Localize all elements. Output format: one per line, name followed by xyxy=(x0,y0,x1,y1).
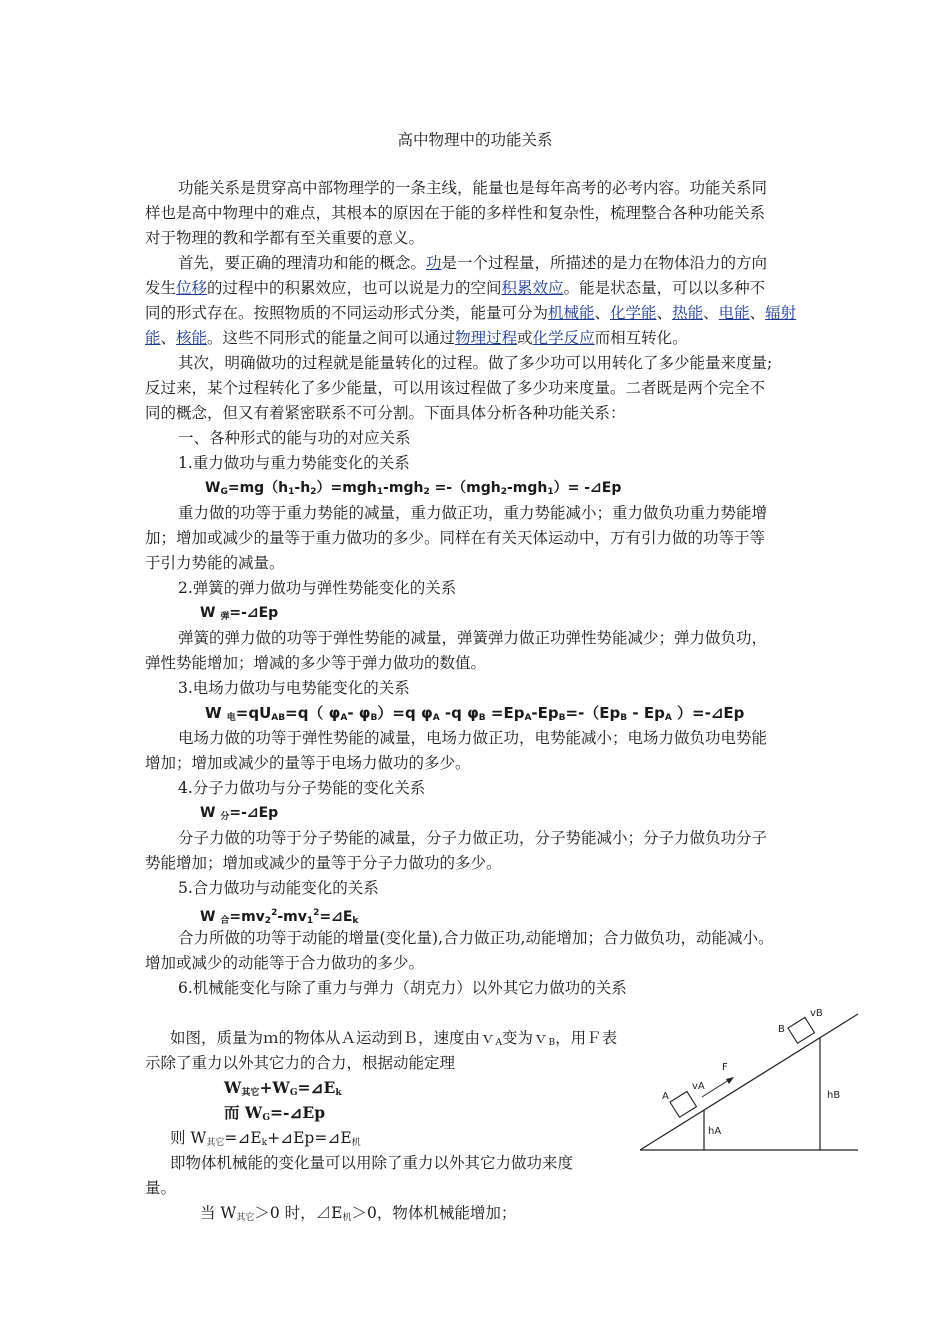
f: 2 xyxy=(313,908,320,918)
f: A xyxy=(664,713,672,723)
f: =-⊿Ep xyxy=(229,805,279,821)
p3-line-1: 其次，明确做功的过程就是能量转化的过程。做了多少功可以用转化了多少能量来度量; xyxy=(178,354,773,372)
s5-heading: 5.合力做功与动能变化的关系 xyxy=(178,879,379,897)
separator: 、 xyxy=(594,304,611,322)
block-a xyxy=(670,1091,696,1117)
separator: 、 xyxy=(160,329,177,347)
label-f: F xyxy=(722,1062,728,1073)
f: =mg（h xyxy=(227,480,289,496)
incline-diagram xyxy=(636,1000,862,1155)
t: 其它 xyxy=(206,1138,225,1148)
f: =⊿E xyxy=(319,909,353,925)
f: A xyxy=(524,713,532,723)
link-dianneng[interactable]: 电能 xyxy=(718,304,750,322)
link-jixieneng[interactable]: 机械能 xyxy=(548,304,595,322)
s4-line-1: 分子力做的功等于分子势能的减量，分子力做正功，分子势能减小；分子力做负功分子 xyxy=(178,829,768,847)
block-b xyxy=(788,1017,814,1043)
p2-line-1 xyxy=(178,253,767,273)
label-ha: hA xyxy=(708,1126,722,1137)
f: 1 xyxy=(288,487,295,497)
f: W xyxy=(200,805,221,821)
f: W xyxy=(200,909,221,925)
f: =qU xyxy=(235,704,272,722)
p2-text: 发生 xyxy=(145,279,177,297)
link-jilei[interactable]: 积累效应 xyxy=(501,279,564,297)
t: =-⊿Ep xyxy=(270,1103,326,1122)
s4-formula xyxy=(200,803,278,827)
link-huaxuefanying[interactable]: 化学反应 xyxy=(532,329,595,347)
s3-line-2: 增加；增加或减少的量等于电场力做功的多少。 xyxy=(145,754,471,772)
f: ）= -⊿Ep xyxy=(553,480,622,496)
t: +W xyxy=(259,1078,290,1097)
f: W xyxy=(205,480,221,496)
s1-line-1: 重力做的功等于重力势能的减量，重力做正功，重力势能减小；重力做负功重力势能增 xyxy=(178,504,768,522)
link-fushe-cont[interactable]: 能 xyxy=(145,329,161,347)
p2-line-3 xyxy=(145,303,796,323)
f: G xyxy=(220,487,228,497)
f: 1 xyxy=(306,916,314,926)
s2-heading: 2.弹簧的弹力做功与弹性势能变化的关系 xyxy=(178,579,457,597)
f: B xyxy=(478,713,486,723)
t: 如图，质量为ｍ的物体从Ａ运动到Ｂ，速度由ｖ xyxy=(170,1029,496,1047)
s2-line-1: 弹簧的弹力做的功等于弹性势能的减量，弹簧弹力做正功弹性势能减少；弹力做负功， xyxy=(178,629,768,647)
t: 当 W xyxy=(200,1204,237,1222)
f: - φ xyxy=(347,704,371,722)
p2-text: 的过程中的积累效应，也可以说是力的空间 xyxy=(207,279,502,297)
f: B xyxy=(558,713,566,723)
f: 2 xyxy=(423,487,430,497)
link-reneng[interactable]: 热能 xyxy=(672,304,704,322)
section-heading-1: 一、各种形式的能与功的对应关系 xyxy=(178,429,411,447)
s4-heading: 4.分子力做功与分子势能的变化关系 xyxy=(178,779,426,797)
s6-line-1 xyxy=(170,1028,617,1053)
f: 弹 xyxy=(220,612,230,622)
f: 2 xyxy=(264,916,272,926)
f: k xyxy=(352,916,359,926)
f: =-（Ep xyxy=(565,704,621,722)
s6-line-2: 示除了重力以外其它力的合力，根据动能定理 xyxy=(145,1054,456,1072)
p2-text: 或 xyxy=(517,329,533,347)
label-vb: vB xyxy=(810,1008,823,1019)
s6-line-4: 量。 xyxy=(145,1179,177,1197)
s6-line-5 xyxy=(200,1203,516,1228)
f: ）=q φ xyxy=(377,704,433,722)
p2-text: 是一个过程量，所描述的是力在物体沿力的方向 xyxy=(441,254,768,272)
s5-line-2: 增加或减少的动能等于合力做功的多少。 xyxy=(145,954,425,972)
f: =q（ φ xyxy=(285,704,341,722)
t: +⊿Ep=⊿E xyxy=(267,1129,352,1147)
separator: 、 xyxy=(703,304,719,322)
t: G xyxy=(262,1113,270,1123)
t: B xyxy=(548,1038,556,1048)
p2-text: 而相互转化。 xyxy=(594,329,688,347)
s5-formula xyxy=(200,903,358,931)
f: 电 xyxy=(226,713,236,723)
t: 机 xyxy=(351,1138,361,1148)
t: 而 W xyxy=(224,1103,263,1122)
p2-text: 。这些不同形式的能量之间可以通过 xyxy=(207,329,456,347)
f: -mgh xyxy=(383,480,424,496)
t: 则 W xyxy=(170,1129,207,1147)
t: ，用Ｆ表 xyxy=(555,1029,618,1047)
link-gong[interactable]: 功 xyxy=(426,254,442,272)
s3-heading: 3.电场力做功与电势能变化的关系 xyxy=(178,679,410,697)
link-weiyi[interactable]: 位移 xyxy=(176,279,208,297)
f: W xyxy=(205,704,227,722)
f: =-（mgh xyxy=(429,480,501,496)
label-hb: hB xyxy=(827,1090,841,1101)
t: W xyxy=(224,1078,242,1097)
s6-eq-3 xyxy=(170,1128,361,1153)
p2-line-4 xyxy=(145,328,688,348)
s6-eq-2 xyxy=(224,1103,325,1128)
s3-formula xyxy=(205,703,744,728)
intro-line-2: 样也是高中物理中的难点，其根本的原因在于能的多样性和复杂性，梳理整合各种功能关系 xyxy=(145,204,766,222)
f: -mv xyxy=(277,909,307,925)
f: -mgh xyxy=(506,480,548,496)
t: ＞0，物体机械能增加； xyxy=(351,1204,517,1222)
p3-line-3: 同的概念，但又有着紧密联系不可分割。下面具体分析各种功能关系： xyxy=(145,404,626,422)
s6-line-3: 即物体机械能的变化量可以用除了重力以外其它力做功来度 xyxy=(170,1154,574,1172)
t: 其它 xyxy=(236,1213,255,1223)
f: -q φ xyxy=(439,704,479,722)
f: ）=-⊿Ep xyxy=(671,704,745,722)
f: 2 xyxy=(310,487,317,497)
f: AB xyxy=(271,713,286,723)
s6-heading: 6.机械能变化与除了重力与弹力（胡克力）以外其它力做功的关系 xyxy=(178,979,627,997)
s5-line-1: 合力所做的功等于动能的增量(变化量),合力做正功,动能增加；合力做负功，动能减小。 xyxy=(178,929,774,947)
f: -Ep xyxy=(531,704,559,722)
f: A xyxy=(432,713,440,723)
separator: 、 xyxy=(656,304,673,322)
s1-heading: 1.重力做功与重力势能变化的关系 xyxy=(178,454,410,472)
f: 2 xyxy=(500,487,507,497)
f: ）=mgh xyxy=(316,480,377,496)
t: k xyxy=(335,1088,342,1098)
t: A xyxy=(495,1038,503,1048)
s1-line-3: 于引力势能的减量。 xyxy=(145,554,285,572)
f: W xyxy=(200,605,221,621)
s2-line-2: 弹性势能增加；增减的多少等于弹力做功的数值。 xyxy=(145,654,487,672)
f: B xyxy=(370,713,378,723)
p3-line-2: 反过来，某个过程转化了多少能量，可以用该过程做了多少功来度量。二者既是两个完全不 xyxy=(145,379,766,397)
s3-line-1: 电场力做的功等于弹性势能的减量，电场力做正功，电势能减小；电场力做负功电势能 xyxy=(178,729,768,747)
s2-formula xyxy=(200,603,278,627)
f: -h xyxy=(294,480,311,496)
s1-formula xyxy=(205,478,621,502)
p2-line-2 xyxy=(145,278,765,298)
link-wuliguocheng[interactable]: 物理过程 xyxy=(455,329,518,347)
f: =-⊿Ep xyxy=(229,605,279,621)
separator: 、 xyxy=(749,304,766,322)
f: 1 xyxy=(376,487,384,497)
label-a: A xyxy=(662,1091,669,1102)
t: k xyxy=(261,1138,268,1148)
f: =mv xyxy=(229,909,265,925)
f: B xyxy=(620,713,628,723)
link-huaxueneng[interactable]: 化学能 xyxy=(610,304,657,322)
force-arrowhead xyxy=(726,1077,734,1084)
f: 合 xyxy=(220,916,230,926)
label-b: B xyxy=(778,1024,785,1035)
link-heneng[interactable]: 核能 xyxy=(176,329,208,347)
page-title: 高中物理中的功能关系 xyxy=(397,131,553,149)
f: 2 xyxy=(271,908,278,918)
t: =⊿E xyxy=(224,1129,262,1147)
p2-text: 同的形式存在。按照物质的不同运动形式分类，能量可分为 xyxy=(145,304,549,322)
t: ＞0 时，⊿E xyxy=(254,1204,343,1222)
f: 1 xyxy=(547,487,554,497)
intro-line-3: 对于物理的教和学都有至关重要的意义。 xyxy=(145,229,425,247)
f: =Ep xyxy=(485,704,525,722)
t: 变为ｖ xyxy=(502,1029,549,1047)
s4-line-2: 势能增加；增加或减少的量等于分子力做功的多少。 xyxy=(145,854,502,872)
p2-text: 。能是状态量，可以以多种不 xyxy=(563,279,766,297)
link-fushe[interactable]: 辐射 xyxy=(765,304,797,322)
label-va: vA xyxy=(692,1081,705,1092)
s1-line-2: 加；增加或减少的量等于重力做功的多少。同样在有关天体运动中，万有引力做的功等于等 xyxy=(145,529,766,547)
intro-line-1: 功能关系是贯穿高中部物理学的一条主线，能量也是每年高考的必考内容。功能关系同 xyxy=(178,179,768,197)
t: =⊿E xyxy=(297,1078,336,1097)
t: 机 xyxy=(342,1213,352,1223)
s6-eq-1 xyxy=(224,1078,342,1103)
f: A xyxy=(340,713,348,723)
t: 其它 xyxy=(241,1088,260,1098)
t: G xyxy=(289,1088,298,1098)
p2-text: 首先，要正确的理清功和能的概念。 xyxy=(178,254,427,272)
f: - Ep xyxy=(627,704,665,722)
incline-line xyxy=(640,1014,858,1150)
f: 分 xyxy=(220,812,230,822)
